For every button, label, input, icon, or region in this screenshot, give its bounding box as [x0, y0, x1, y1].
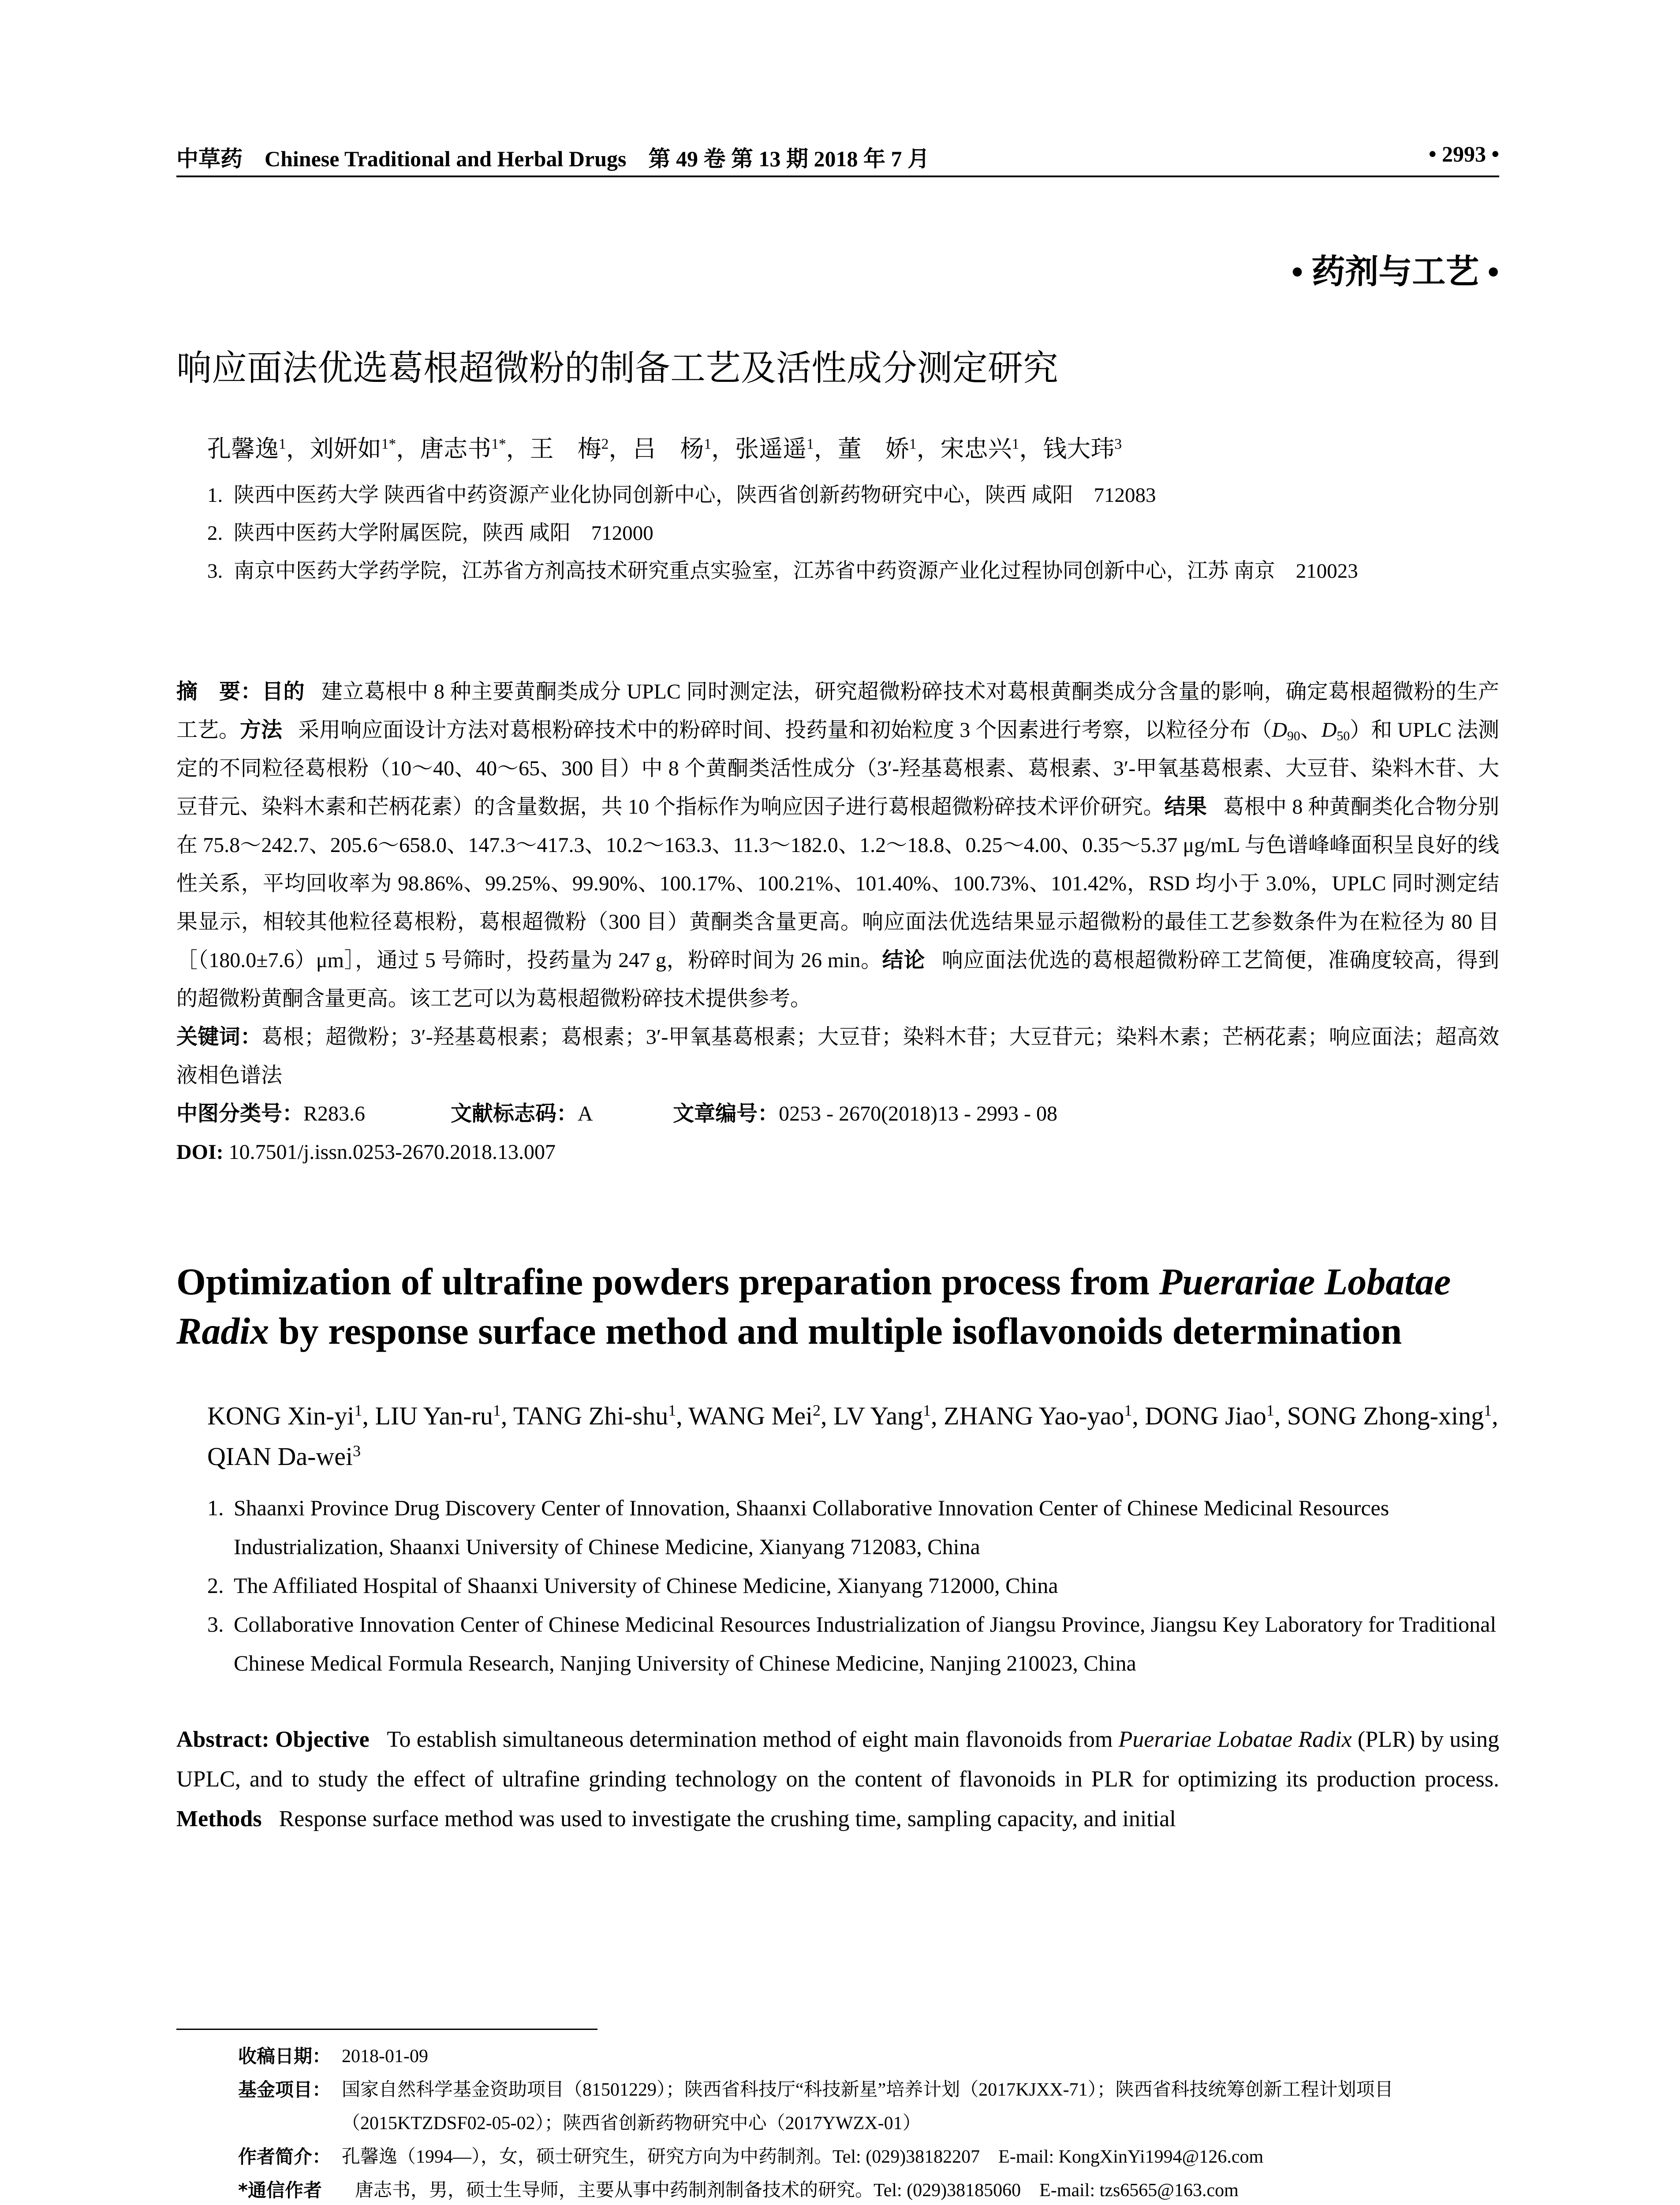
author-name-cn: 董 娇 — [837, 436, 909, 462]
author-separator: ， — [814, 436, 838, 462]
author-separator: , — [1274, 1401, 1287, 1430]
author-affiliation-marker: 1 — [1012, 436, 1019, 452]
results-text: 葛根中 8 种黄酮类化合物分别在 75.8～242.7、205.6～658.0、147.3～417.3、10.2～163.3、11.3～182.0、1.2～18.8、0.25～4.00、0.35～5.37 μg/mL 与色谱峰峰面积呈良好的线性关系，平均回收率为 98.86%、99.25%、99.90%、100.17%、100.21%、101.40%、100.73%、101.42%，RSD 均小于 3.0%，UPLC 同时测定结果显示，相较其他粒径葛根粉，葛根超微粉（300 目）黄酮类含量更高。响应面法优选结果显示超微粉的最佳工艺参数条件为在粒径为 80 目［（180.0±7.6）μm］，通过 5 号筛时，投药量为 247 g，粉碎时间为 26 min。 — [176, 795, 1499, 972]
affiliation-en — [207, 1566, 1512, 1605]
abstract-en-label: Abstract: — [176, 1727, 269, 1752]
affiliation-number: 1. — [207, 484, 223, 507]
affiliation-number: 2. — [207, 1573, 224, 1598]
author-separator: , — [821, 1401, 834, 1430]
author-affiliation-marker: 1* — [381, 436, 396, 452]
corresponding-value-1: 唐志书，男，硕士生导师，主要从事中药制剂制备技术的研究。Tel: (029)38185060 E-mail: tzs6565@163.com — [355, 2180, 1239, 2201]
author-name-en: LV Yang — [833, 1401, 923, 1430]
author-name-en: KONG Xin-yi — [207, 1401, 355, 1430]
keywords-text: 葛根；超微粉；3′-羟基葛根素；葛根素；3′-甲氧基葛根素；大豆苷；染料木苷；大豆苷元；染料木素；芒柄花素；响应面法；超高效液相色谱法 — [176, 1025, 1499, 1087]
conclusion-text: 响应面法优选的葛根超微粉碎工艺简便，准确度较高，得到的超微粉黄酮含量更高。该工艺可以为葛根超微粉碎技术提供参考。 — [176, 949, 1499, 1010]
abstract-cn — [176, 673, 1499, 1171]
bio-label: 作者简介： — [238, 2146, 331, 2168]
author-name-cn: 张遥遥 — [735, 436, 807, 462]
author-affiliation-marker: 2 — [601, 436, 609, 452]
funding-value: 国家自然科学基金资助项目（81501229）；陕西省科技厅“科技新星”培养计划（2017KJXX-71）；陕西省科技统筹创新工程计划项目（2015KTZDSF02-05-02）；陕西省创新药物研究中心（2017YWZX-01） — [342, 2080, 1393, 2134]
author-separator: , — [676, 1401, 689, 1430]
author-separator: ， — [1019, 436, 1043, 462]
author-affiliation-marker: 3 — [1114, 436, 1122, 452]
objective-en-text-b: (PLR) by using UPLC, and to study the effect of ultrafine grinding technology on the content of flavonoids in PLR for optimizing its production process. — [176, 1727, 1500, 1792]
abstract-label: 摘 要： — [176, 679, 262, 704]
author-separator: ， — [286, 436, 310, 462]
affiliation-text: 陕西中医药大学 陕西省中药资源产业化协同创新中心，陕西省创新药物研究中心，陕西 咸阳 712083 — [234, 484, 1156, 507]
footnote-bio — [238, 2140, 1508, 2174]
author-name-en: TANG Zhi-shu — [513, 1401, 668, 1430]
received-label: 收稿日期： — [238, 2045, 331, 2067]
author-separator: ， — [609, 436, 633, 462]
author-name-en: WANG Mei — [688, 1401, 813, 1430]
d50-symbol: D — [1321, 718, 1337, 742]
author-affiliation-marker: 3 — [353, 1442, 361, 1460]
doi-label: DOI: — [176, 1140, 224, 1164]
affiliation-text: Shaanxi Province Drug Discovery Center of Innovation, Shaanxi Collaborative Innovation Center of Chinese Medicinal Resources Industrialization, Shaanxi University of Chinese Medicine, Xianyang 712083, China — [234, 1495, 1389, 1559]
title-cn: 响应面法优选葛根超微粉的制备工艺及活性成分测定研究 — [176, 348, 1058, 389]
objective-label: 目的 — [262, 679, 305, 704]
author-name-cn: 王 梅 — [530, 436, 601, 462]
affiliation-number: 3. — [207, 560, 223, 583]
title-en-part1: Optimization of ultrafine powders preparation process from — [176, 1260, 1159, 1303]
header-left — [176, 141, 930, 173]
footnotes — [238, 2040, 1508, 2205]
author-affiliation-marker: 1* — [491, 436, 506, 452]
page-number: • 2993 • — [1428, 142, 1499, 166]
author-name-en: DONG Jiao — [1145, 1401, 1266, 1430]
received-value: 2018-01-09 — [342, 2046, 428, 2067]
author-separator: , — [362, 1401, 375, 1430]
funding-label: 基金项目： — [238, 2079, 331, 2100]
running-header — [176, 138, 1499, 173]
methods-text-a: 采用响应面设计方法对葛根粉碎技术中的粉碎时间、投药量和初始粒度 3 个因素进行考察，以粒径分布（ — [298, 718, 1272, 742]
abstract-cn-body — [176, 673, 1499, 1018]
methods-en-text: Response surface method was used to investigate the crushing time, sampling capacity, and initial — [279, 1806, 1176, 1831]
author-affiliation-marker: 1 — [909, 436, 917, 452]
author-affiliation-marker: 1 — [923, 1401, 931, 1420]
author-separator: ， — [916, 436, 941, 462]
affiliation-number: 1. — [207, 1495, 224, 1520]
affiliation-text: Collaborative Innovation Center of Chinese Medicinal Resources Industrialization of Jiangsu Province, Jiangsu Key Laboratory for Traditional Chinese Medical Formula Research, Nanjing University of Chinese Medicine, Nanjing 210023, China — [234, 1612, 1497, 1675]
methods-label: 方法 — [240, 718, 283, 742]
author-name-en: ZHANG Yao-yao — [944, 1401, 1124, 1430]
doi-line — [176, 1133, 1499, 1171]
author-affiliation-marker: 1 — [1124, 1401, 1132, 1420]
d90-symbol: D — [1272, 718, 1288, 742]
author-separator: , — [931, 1401, 944, 1430]
author-name-en: QIAN Da-wei — [207, 1442, 353, 1471]
title-en-part2: by response surface method and multiple isoflavonoids determination — [269, 1310, 1402, 1352]
affiliations-en — [207, 1488, 1512, 1682]
author-affiliation-marker: 1 — [279, 436, 286, 452]
footnote-rule — [176, 2029, 597, 2030]
affiliation-number: 3. — [207, 1612, 224, 1637]
title-en-italic: Puerariae Lobatae Radix — [176, 1260, 1451, 1352]
article-no-label: 文章编号： — [673, 1101, 779, 1126]
objective-en-label: Objective — [275, 1727, 370, 1752]
author-affiliation-marker: 1 — [354, 1401, 362, 1420]
methods-en-label: Methods — [176, 1806, 262, 1831]
author-name-cn: 钱大玮 — [1043, 436, 1115, 462]
author-separator: ， — [396, 436, 420, 462]
author-name-cn: 孔馨逸 — [207, 436, 279, 462]
results-label: 结果 — [1164, 794, 1207, 819]
keywords-label: 关键词： — [176, 1024, 262, 1049]
journal-issue: 第 49 卷 第 13 期 2018 年 7 月 — [648, 146, 930, 171]
corresponding-label: *通信作者 — [238, 2179, 322, 2201]
bio-value: 孔馨逸（1994—），女，硕士研究生，研究方向为中药制剂。Tel: (029)38182207 E-mail: KongXinYi1994@126.com — [342, 2147, 1264, 2167]
author-separator: , — [1132, 1401, 1145, 1430]
author-affiliation-marker: 1 — [668, 1401, 676, 1420]
doi-value: 10.7501/j.issn.0253-2670.2018.13.007 — [228, 1140, 556, 1164]
affiliation-number: 2. — [207, 522, 223, 545]
methods-text-b: ）和 UPLC 法测定的不同粒径葛根粉（10～40、40～65、300 目）中 8 个黄酮类活性成分（3′-羟基葛根素、葛根素、3′-甲氧基葛根素、大豆苷、染料木苷、大豆苷元、染料木素和芒柄花素）的含量数据，共 10 个指标作为响应因子进行葛根超微粉碎技术评价研究。 — [176, 718, 1499, 818]
author-separator: ， — [506, 436, 530, 462]
objective-en-italic: Puerariae Lobatae Radix — [1118, 1727, 1352, 1752]
clc-label: 中图分类号： — [176, 1101, 304, 1126]
author-separator: ， — [711, 436, 735, 462]
article-no-value: 0253 - 2670(2018)13 - 2993 - 08 — [779, 1102, 1057, 1125]
affiliation-cn — [207, 552, 1512, 590]
author-separator: , — [500, 1401, 513, 1430]
doc-code-value: A — [578, 1102, 592, 1125]
d50-subscript: 50 — [1337, 729, 1350, 744]
author-affiliation-marker: 1 — [806, 436, 814, 452]
author-name-cn: 刘妍如 — [310, 436, 381, 462]
clc-value: R283.6 — [303, 1102, 366, 1125]
classification-line — [176, 1095, 1499, 1133]
authors-cn — [207, 430, 1122, 464]
doc-code-label: 文献标志码： — [451, 1101, 578, 1126]
affiliation-en — [207, 1605, 1512, 1682]
title-en — [176, 1257, 1499, 1356]
affiliations-cn — [207, 476, 1512, 590]
footnote-corresponding — [238, 2174, 1508, 2205]
objective-text: 建立葛根中 8 种主要黄酮类成分 UPLC 同时测定法，研究超微粉碎技术对葛根黄酮类成分含量的影响，确定葛根超微粉的生产工艺。 — [176, 680, 1499, 742]
author-name-cn: 吕 杨 — [632, 436, 704, 462]
author-name-cn: 宋忠兴 — [940, 436, 1012, 462]
d90-subscript: 90 — [1287, 729, 1300, 744]
conclusion-label: 结论 — [882, 948, 925, 972]
section-heading: • 药剂与工艺 • — [1291, 254, 1499, 291]
journal-name-en: Chinese Traditional and Herbal Drugs — [265, 146, 627, 171]
affiliation-en — [207, 1488, 1512, 1566]
d-separator: 、 — [1300, 718, 1322, 742]
abstract-en — [176, 1720, 1499, 1839]
objective-en-text-a: To establish simultaneous determination method of eight main flavonoids from — [387, 1727, 1119, 1752]
keywords-cn — [176, 1018, 1499, 1095]
affiliation-text: 陕西中医药大学附属医院，陕西 咸阳 712000 — [234, 522, 653, 545]
author-separator: , — [1492, 1401, 1498, 1430]
header-rule — [176, 176, 1499, 177]
authors-en — [207, 1396, 1512, 1477]
author-name-en: SONG Zhong-xing — [1287, 1401, 1484, 1430]
affiliation-cn — [207, 514, 1512, 552]
affiliation-text: The Affiliated Hospital of Shaanxi University of Chinese Medicine, Xianyang 712000, China — [234, 1573, 1058, 1598]
affiliation-text: 南京中医药大学药学院，江苏省方剂高技术研究重点实验室，江苏省中药资源产业化过程协同创新中心，江苏 南京 210023 — [234, 560, 1358, 583]
author-name-cn: 唐志书 — [420, 436, 492, 462]
author-affiliation-marker: 1 — [1266, 1401, 1274, 1420]
author-affiliation-marker: 2 — [813, 1401, 821, 1420]
affiliation-cn — [207, 476, 1512, 514]
footnote-received — [238, 2040, 1508, 2073]
journal-name-cn: 中草药 — [176, 146, 243, 171]
author-affiliation-marker: 1 — [704, 436, 712, 452]
footnote-funding — [238, 2073, 1508, 2140]
author-affiliation-marker: 1 — [493, 1401, 501, 1420]
author-affiliation-marker: 1 — [1484, 1401, 1492, 1420]
author-name-en: LIU Yan-ru — [375, 1401, 493, 1430]
